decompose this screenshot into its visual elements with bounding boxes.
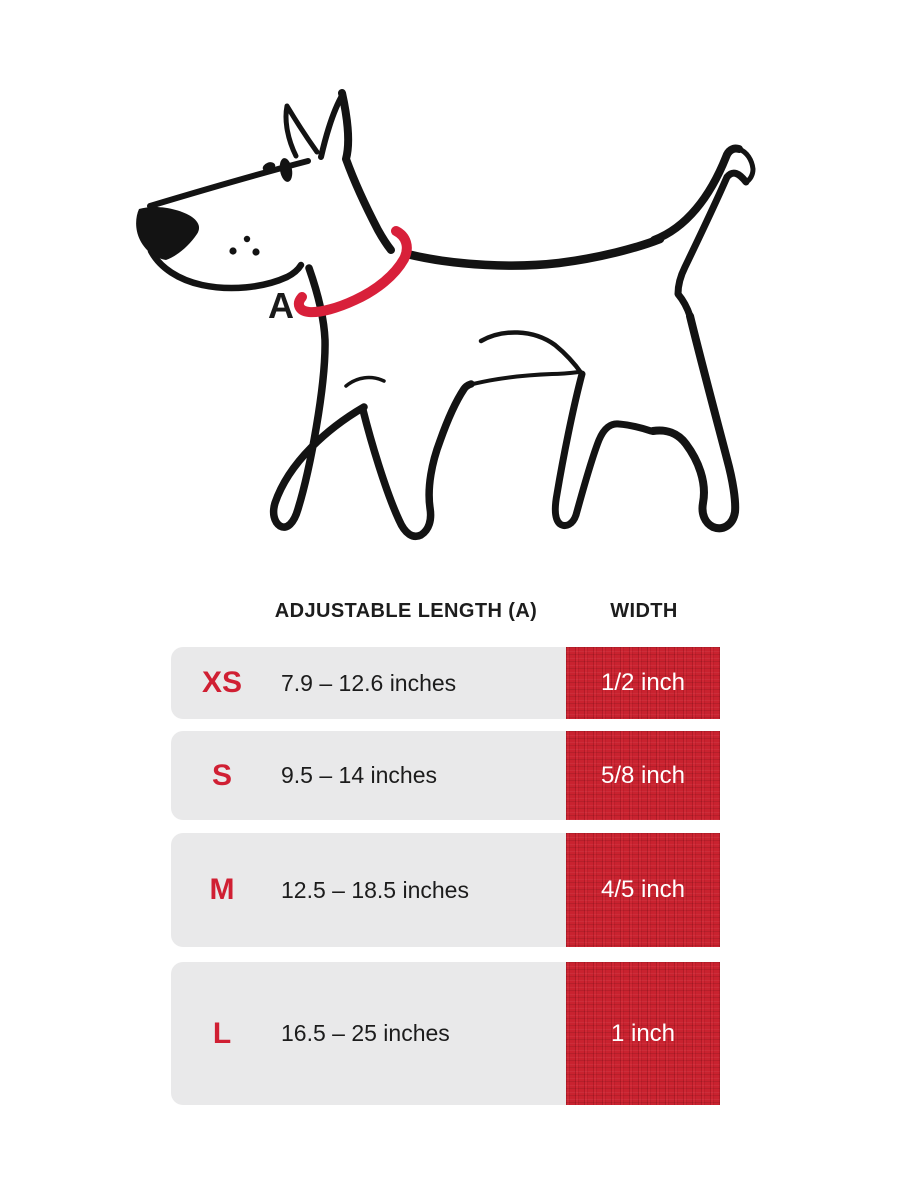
collar-measure-label: A	[268, 285, 294, 326]
dog-rear-leg-far	[653, 316, 735, 528]
col-header-width: WIDTH	[610, 600, 678, 622]
dog-front-leg-accent	[346, 378, 384, 386]
size-label: M	[209, 873, 235, 906]
dog-back-line	[407, 239, 660, 266]
dog-eye	[278, 157, 294, 183]
dog-front-leg-far	[363, 384, 471, 536]
length-range: 9.5 – 14 inches	[281, 762, 438, 788]
width-swatch	[566, 731, 720, 820]
width-swatch	[566, 962, 720, 1105]
dog-illustration	[0, 0, 900, 580]
width-label: 4/5 inch	[600, 876, 686, 903]
dog-belly-line	[469, 372, 579, 385]
length-range: 16.5 – 25 inches	[281, 1020, 450, 1046]
row-info-panel	[171, 731, 566, 820]
row-info-panel	[171, 647, 566, 719]
table-row-m	[171, 833, 720, 947]
size-label: XS	[201, 666, 243, 699]
dog-front-ear-outer	[342, 93, 391, 250]
col-header-adjustable-length: ADJUSTABLE LENGTH (A)	[274, 600, 538, 622]
size-label: L	[212, 1016, 232, 1050]
length-range: 7.9 – 12.6 inches	[281, 669, 457, 696]
dog-tail-outer	[654, 148, 739, 240]
dog-nose	[136, 207, 199, 260]
width-label: 1 inch	[610, 1019, 676, 1047]
dog-mouth-line	[151, 251, 301, 288]
row-info-panel	[171, 962, 566, 1105]
row-info-panel	[171, 833, 566, 947]
table-row-l	[171, 962, 720, 1105]
dog-whisker-dot	[252, 248, 259, 255]
dog-front-ear-inner	[321, 94, 343, 157]
dog-back-ear	[286, 106, 317, 156]
width-label: 5/8 inch	[600, 761, 686, 789]
dog-thigh-accent	[481, 332, 582, 374]
table-row-xs	[171, 647, 720, 719]
dog-tail-inner	[678, 173, 746, 316]
width-swatch	[566, 833, 720, 947]
width-label: 1/2 inch	[600, 669, 686, 696]
length-range: 12.5 – 18.5 inches	[281, 876, 469, 903]
dog-whisker-dot	[229, 247, 236, 254]
dog-rear-leg-near	[555, 374, 651, 526]
dog-whisker-dot	[244, 236, 250, 242]
table-row-s	[171, 731, 720, 820]
size-label: S	[211, 758, 232, 792]
width-swatch	[566, 647, 720, 719]
